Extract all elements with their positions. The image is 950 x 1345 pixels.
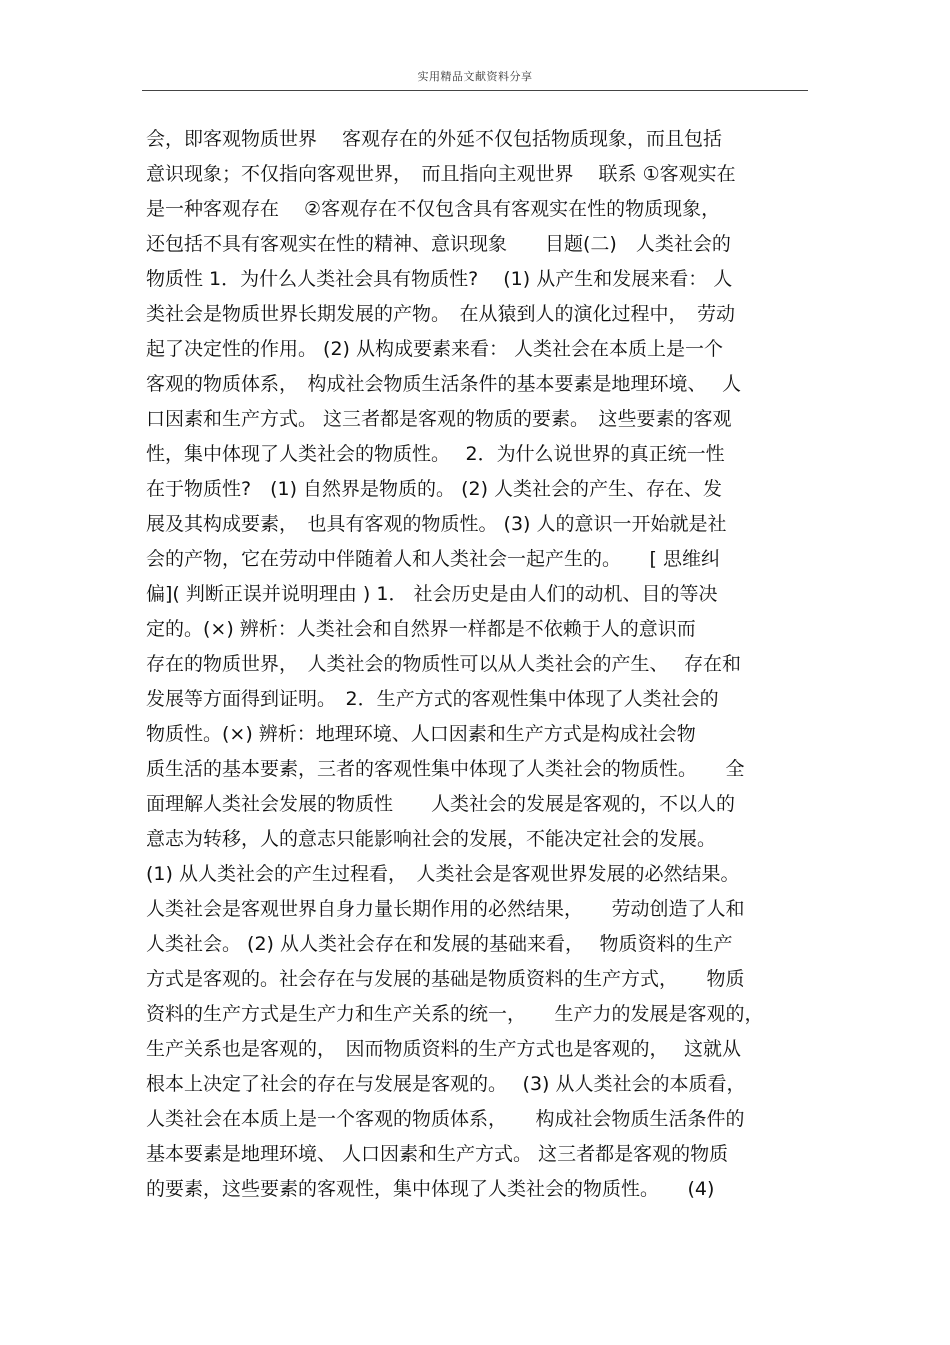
text-line: 存在的物质世界， 人类社会的物质性可以从人类社会的产生、 存在和 (146, 653, 742, 675)
text-line: (1) 从人类社会的产生过程看， 人类社会是客观世界发展的必然结果。 (146, 863, 740, 885)
text-line: 性，集中体现了人类社会的物质性。 2．为什么说世界的真正统一性 (146, 443, 725, 465)
text-line: 人类社会在本质上是一个客观的物质体系， 构成社会物质生活条件的 (146, 1108, 745, 1130)
text-line: 的要素，这些要素的客观性，集中体现了人类社会的物质性。 (4) (146, 1178, 715, 1200)
text-line: 定的。(×) 辨析：人类社会和自然界一样都是不依赖于人的意识而 (146, 618, 696, 640)
text-line: 还包括不具有客观实在性的精神、意识现象 目题(二) 人类社会的 (146, 233, 731, 255)
text-line: 类社会是物质世界长期发展的产物。 在从猿到人的演化过程中， 劳动 (146, 303, 736, 325)
text-line: 偏]( 判断正误并说明理由 ) 1． 社会历史是由人们的动机、目的等决 (146, 583, 718, 605)
text-line: 生产关系也是客观的， 因而物质资料的生产方式也是客观的， 这就从 (146, 1038, 742, 1060)
text-line: 物质性 1．为什么人类社会具有物质性? (1) 从产生和发展来看： 人 (146, 268, 733, 290)
document-body (146, 122, 810, 1207)
text-line: 质生活的基本要素，三者的客观性集中体现了人类社会的物质性。 全 (146, 758, 745, 780)
text-line: 基本要素是地理环境、 人口因素和生产方式。 这三者都是客观的物质 (146, 1143, 729, 1165)
text-line: 意志为转移，人的意志只能影响社会的发展，不能决定社会的发展。 (146, 828, 717, 850)
header-divider (142, 90, 808, 91)
text-line: 会的产物，它在劳动中伴随着人和人类社会一起产生的。 [ 思维纠 (146, 548, 720, 570)
text-line: 物质性。(×) 辨析：地理环境、人口因素和生产方式是构成社会物 (146, 723, 696, 745)
text-line: 面理解人类社会发展的物质性 人类社会的发展是客观的，不以人的 (146, 793, 736, 815)
text-line: 客观的物质体系， 构成社会物质生活条件的基本要素是地理环境、 人 (146, 373, 742, 395)
text-line: 意识现象；不仅指向客观世界， 而且指向主观世界 联系 ①客观实在 (146, 163, 736, 185)
text-line: 会，即客观物质世界 客观存在的外延不仅包括物质现象，而且包括 (146, 128, 723, 150)
text-line: 人类社会。 (2) 从人类社会存在和发展的基础来看， 物质资料的生产 (146, 933, 733, 955)
text-line: 是一种客观存在 ②客观存在不仅包含具有客观实在性的物质现象， (146, 198, 721, 220)
page-header: 实用精品文献资料分享 (417, 70, 533, 83)
text-line: 人类社会是客观世界自身力量长期作用的必然结果， 劳动创造了人和 (146, 898, 745, 920)
text-line: 发展等方面得到证明。 2．生产方式的客观性集中体现了人类社会的 (146, 688, 719, 710)
text-line: 资料的生产方式是生产力和生产关系的统一， 生产力的发展是客观的， (146, 1003, 764, 1025)
text-line: 口因素和生产方式。 这三者都是客观的物质的要素。 这些要素的客观 (146, 408, 732, 430)
text-line: 根本上决定了社会的存在与发展是客观的。 (3) 从人类社会的本质看， (146, 1073, 746, 1095)
text-line: 在于物质性? (1) 自然界是物质的。 (2) 人类社会的产生、存在、发 (146, 478, 723, 500)
text-line: 方式是客观的。社会存在与发展的基础是物质资料的生产方式， 物质 (146, 968, 745, 990)
text-line: 展及其构成要素， 也具有客观的物质性。 (3) 人的意识一开始就是社 (146, 513, 727, 535)
text-line: 起了决定性的作用。 (2) 从构成要素来看： 人类社会在本质上是一个 (146, 338, 724, 360)
